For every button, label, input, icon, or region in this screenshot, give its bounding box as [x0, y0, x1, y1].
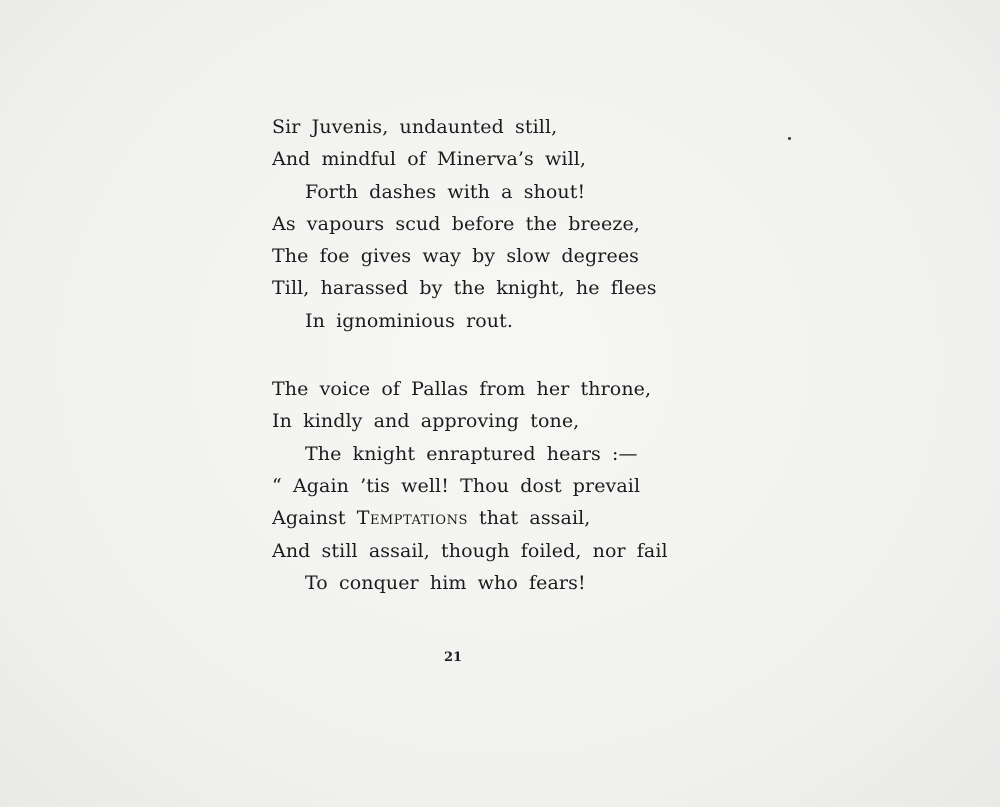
poem-body: [272, 111, 692, 599]
page-number: 21: [443, 650, 463, 665]
poem-line: And mindful of Minerva’s will,: [272, 148, 587, 171]
poem-line: Sir Juvenis, undaunted still,: [272, 116, 558, 138]
ink-speck: [788, 137, 791, 140]
stanza-1: [272, 111, 692, 337]
poem-text: that assail,: [467, 507, 591, 530]
poem-line: The voice of Pallas from her throne,: [272, 378, 652, 401]
poem-line-indented: Forth dashes with a shout!: [305, 180, 586, 203]
poem-line: In kindly and approving tone,: [272, 410, 580, 433]
poem-line: [272, 502, 692, 534]
poem-line: The foe gives way by slow degrees: [272, 245, 640, 268]
poem-line: As vapours scud before the breeze,: [272, 212, 640, 235]
poem-line: And still assail, though foiled, nor fail: [272, 539, 668, 562]
poem-line: Till, harassed by the knight, he flees: [272, 277, 657, 300]
poem-line-indented: In ignominious rout.: [305, 309, 514, 332]
poem-text: Against: [272, 507, 357, 530]
small-caps-word: Temptations: [356, 507, 468, 530]
stanza-2: [272, 373, 692, 599]
poem-line-indented: The knight enraptured hears :—: [305, 442, 638, 465]
poem-line-indented: To conquer him who fears!: [305, 571, 586, 594]
poem-line: “ Again ’tis well! Thou dost prevail: [272, 474, 641, 497]
